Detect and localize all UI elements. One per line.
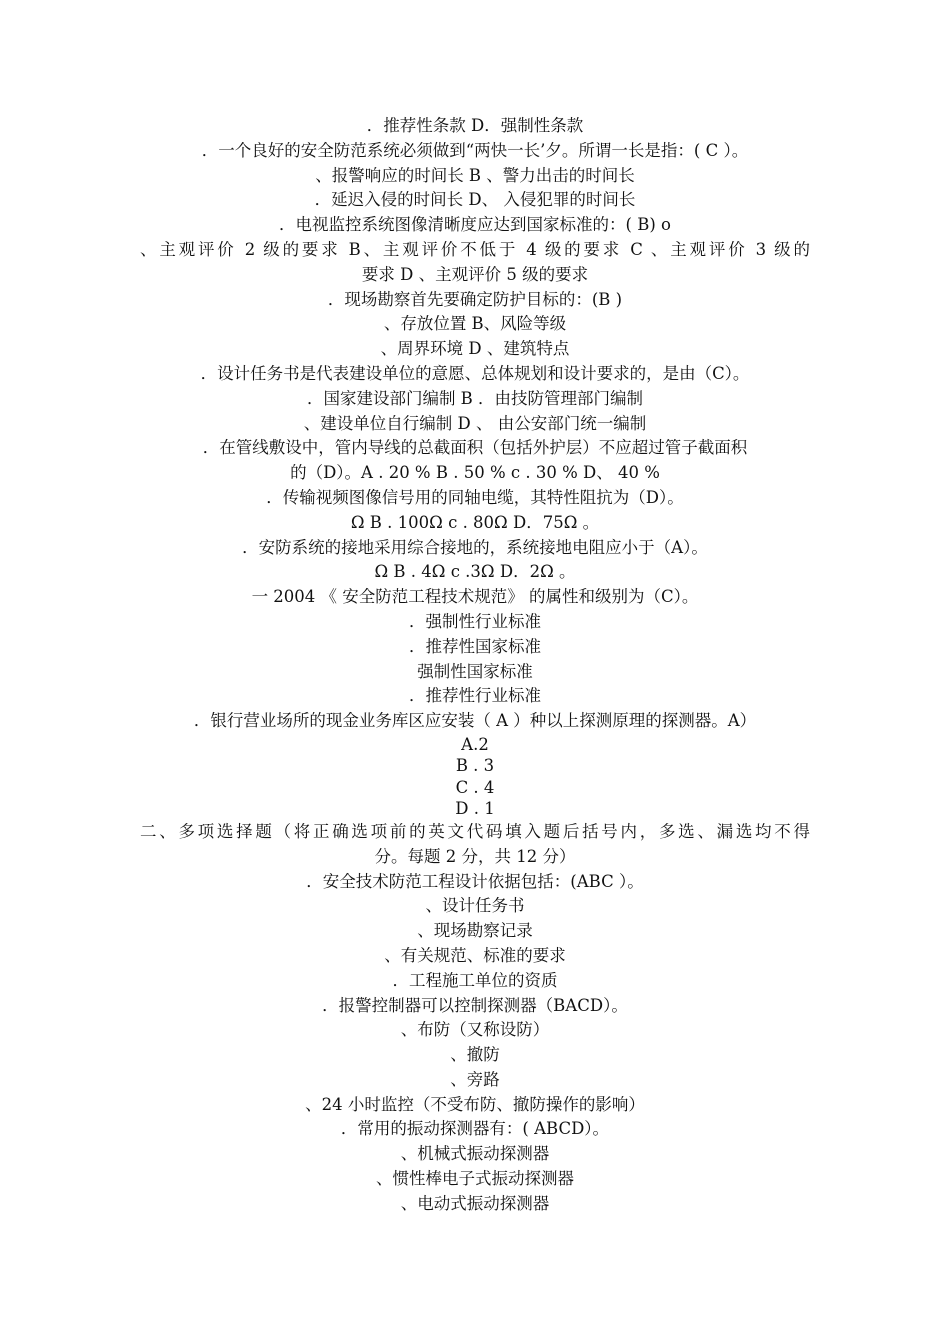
text-line: ．安防系统的接地采用综合接地的，系统接地电阻应小于（A）。 — [242, 537, 708, 557]
text-line: ．工程施工单位的资质 — [392, 970, 558, 990]
text-line: 、存放位置 B、风险等级 — [383, 314, 567, 334]
text-line: ．传输视频图像信号用的同轴电缆，其特性阻抗为（D）。 — [266, 487, 684, 507]
text-line: ．延迟入侵的时间长 D、 入侵犯罪的时间长 — [314, 190, 636, 210]
text-line: Ω B . 4Ω c .3Ω D．2Ω 。 — [374, 562, 576, 582]
text-line: ．电视监控系统图像清晰度应达到国家标准的：( B) o — [279, 215, 671, 235]
text-line: 、布防（又称设防） — [400, 1020, 550, 1040]
text-line: ．强制性行业标准 — [409, 611, 541, 631]
text-line: ．推荐性国家标准 — [409, 636, 541, 656]
text-line: 强制性国家标准 — [417, 661, 533, 681]
text-line: 分。每题 2 分，共 12 分） — [374, 846, 576, 866]
text-line: 、旁路 — [450, 1069, 500, 1089]
text-line: ．现场勘察首先要确定防护目标的：(B ) — [327, 289, 623, 309]
text-line: C . 4 — [455, 777, 495, 797]
text-line: ．推荐性行业标准 — [409, 686, 541, 706]
text-line: 要求 D 、主观评价 5 级的要求 — [361, 264, 589, 284]
text-line: 、周界环境 D 、建筑特点 — [380, 339, 570, 359]
text-line: 、惯性棒电子式振动探测器 — [376, 1169, 574, 1189]
text-line: 二、多项选择题（将正确选项前的英文代码填入题后括号内，多选、漏选均不得 — [140, 821, 810, 841]
text-line: ．设计任务书是代表建设单位的意愿、总体规划和设计要求的，是由（C）。 — [200, 363, 750, 383]
text-line: 、电动式振动探测器 — [400, 1193, 550, 1213]
text-line: D . 1 — [455, 799, 495, 819]
text-line: B . 3 — [455, 756, 495, 776]
document-body — [140, 114, 810, 1217]
text-line: ．银行营业场所的现金业务库区应安装（ A ）种以上探测原理的探测器。A） — [193, 711, 757, 731]
text-line: ．推荐性条款 D．强制性条款 — [366, 116, 584, 135]
text-line: ．常用的振动探测器有：( ABCD）。 — [340, 1119, 610, 1139]
text-line: 、现场勘察记录 — [417, 921, 533, 941]
text-line: A.2 — [461, 734, 489, 754]
text-line: 的（D）。A . 20 % B . 50 % c . 30 % D、 40 % — [290, 463, 660, 483]
text-line: 、建设单位自行编制 D 、 由公安部门统一编制 — [303, 413, 647, 433]
text-line: ．一个良好的安全防范系统必须做到“两快一长’夕。所谓一长是指：( C ）。 — [201, 140, 749, 160]
text-line: ．国家建设部门编制 B ．由技防管理部门编制 — [306, 388, 644, 408]
text-line: 、有关规范、标准的要求 — [384, 945, 566, 965]
text-line: 、报警响应的时间长 B 、警力出击的时间长 — [315, 165, 635, 185]
text-line: ．报警控制器可以控制探测器（BACD）。 — [322, 995, 628, 1015]
text-line: 一 2004 《 安全防范工程技术规范》 的属性和级别为（C）。 — [251, 587, 699, 607]
text-line: ．安全技术防范工程设计依据包括：(ABC ）。 — [306, 871, 644, 891]
text-line: 、机械式振动探测器 — [400, 1144, 550, 1164]
text-line: 、主观评价 2 级的要求 B、主观评价不低于 4 级的要求 C 、主观评价 3 级的 — [140, 239, 810, 259]
text-line: 、撤防 — [450, 1045, 500, 1065]
text-line: ．在管线敷设中，管内导线的总截面积（包括外护层）不应超过管子截面积 — [202, 438, 748, 458]
text-line: Ω B . 100Ω c . 80Ω D．75Ω 。 — [350, 512, 600, 532]
text-line: 、设计任务书 — [425, 896, 525, 916]
text-line: 、24 小时监控（不受布防、撤防操作的影响） — [305, 1094, 645, 1114]
